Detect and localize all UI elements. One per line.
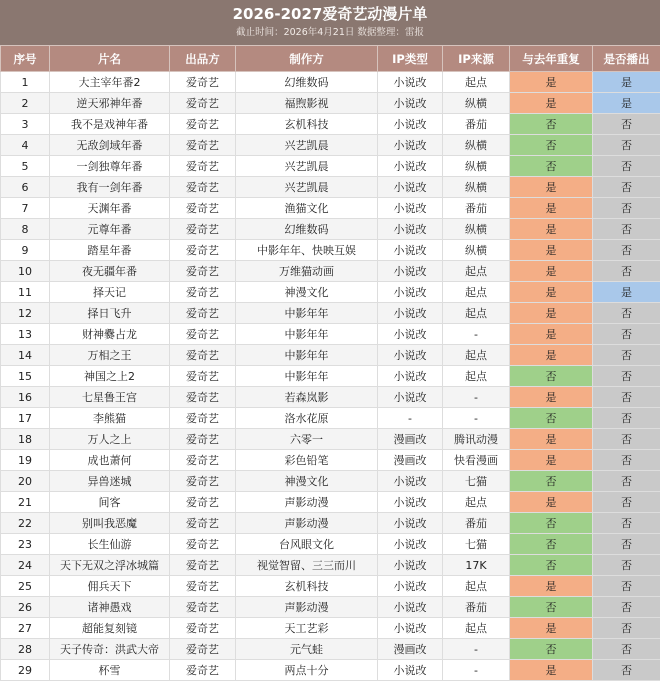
cell-publisher: 爱奇艺 [170, 618, 236, 639]
cell-publisher: 爱奇艺 [170, 177, 236, 198]
cell-aired: 否 [593, 177, 660, 198]
cell-producer: 中影年年 [236, 303, 378, 324]
cell-publisher: 爱奇艺 [170, 366, 236, 387]
cell-no: 3 [1, 114, 50, 135]
cell-ip-source: 起点 [443, 72, 510, 93]
cell-repeat: 是 [510, 660, 593, 681]
cell-title: 七星鲁王宫 [50, 387, 170, 408]
cell-producer: 中影年年、快映互娱 [236, 240, 378, 261]
cell-producer: 声影动漫 [236, 597, 378, 618]
table-row [1, 366, 660, 387]
cell-no: 24 [1, 555, 50, 576]
cell-ip-type: 小说改 [378, 576, 443, 597]
cell-producer: 神漫文化 [236, 282, 378, 303]
cell-aired: 否 [593, 198, 660, 219]
cell-no: 26 [1, 597, 50, 618]
table-row [1, 240, 660, 261]
cell-ip-type: 小说改 [378, 660, 443, 681]
cell-title: 元尊年番 [50, 219, 170, 240]
cell-repeat: 否 [510, 408, 593, 429]
cell-title: 成也萧何 [50, 450, 170, 471]
cell-ip-source: 快看漫画 [443, 450, 510, 471]
cell-repeat: 是 [510, 177, 593, 198]
cell-ip-source: - [443, 324, 510, 345]
cell-publisher: 爱奇艺 [170, 282, 236, 303]
cell-ip-type: 小说改 [378, 177, 443, 198]
cell-ip-source: 起点 [443, 261, 510, 282]
cell-ip-source: 纵横 [443, 240, 510, 261]
cell-repeat: 是 [510, 429, 593, 450]
table-row [1, 429, 660, 450]
table-row [1, 303, 660, 324]
cell-ip-source: 17K [443, 555, 510, 576]
cell-ip-type: 小说改 [378, 366, 443, 387]
cell-title: 我不是戏神年番 [50, 114, 170, 135]
cell-producer: 中影年年 [236, 324, 378, 345]
cell-ip-type: 小说改 [378, 198, 443, 219]
cell-producer: 幻维数码 [236, 219, 378, 240]
cell-ip-source: - [443, 387, 510, 408]
cell-publisher: 爱奇艺 [170, 261, 236, 282]
cell-producer: 福煦影视 [236, 93, 378, 114]
cell-ip-type: 小说改 [378, 387, 443, 408]
cell-no: 13 [1, 324, 50, 345]
cell-publisher: 爱奇艺 [170, 135, 236, 156]
cell-producer: 万维猫动画 [236, 261, 378, 282]
cell-publisher: 爱奇艺 [170, 198, 236, 219]
cell-repeat: 是 [510, 198, 593, 219]
cell-title: 诸神愚戏 [50, 597, 170, 618]
cell-no: 17 [1, 408, 50, 429]
cell-producer: 中影年年 [236, 345, 378, 366]
cell-repeat: 否 [510, 534, 593, 555]
cell-aired: 否 [593, 429, 660, 450]
cell-repeat: 是 [510, 240, 593, 261]
cell-publisher: 爱奇艺 [170, 534, 236, 555]
table-row [1, 156, 660, 177]
cell-ip-type: 小说改 [378, 114, 443, 135]
table-row [1, 492, 660, 513]
cell-ip-type: 小说改 [378, 135, 443, 156]
cell-title: 一剑独尊年番 [50, 156, 170, 177]
cell-aired: 否 [593, 576, 660, 597]
cell-repeat: 是 [510, 387, 593, 408]
cell-no: 18 [1, 429, 50, 450]
cell-publisher: 爱奇艺 [170, 639, 236, 660]
table-row [1, 219, 660, 240]
table-row [1, 72, 660, 93]
cell-aired: 否 [593, 303, 660, 324]
cell-title: 异兽迷城 [50, 471, 170, 492]
cell-title: 踏星年番 [50, 240, 170, 261]
table-row [1, 345, 660, 366]
cell-ip-source: 纵横 [443, 93, 510, 114]
cell-aired: 否 [593, 492, 660, 513]
cell-title: 长生仙游 [50, 534, 170, 555]
cell-no: 2 [1, 93, 50, 114]
cell-repeat: 是 [510, 450, 593, 471]
cell-aired: 否 [593, 450, 660, 471]
cell-repeat: 否 [510, 555, 593, 576]
cell-aired: 否 [593, 387, 660, 408]
cell-producer: 彩色铅笔 [236, 450, 378, 471]
cell-aired: 否 [593, 366, 660, 387]
cell-ip-type: 小说改 [378, 618, 443, 639]
table-row [1, 639, 660, 660]
cell-repeat: 否 [510, 597, 593, 618]
table-row [1, 576, 660, 597]
cell-publisher: 爱奇艺 [170, 93, 236, 114]
cell-no: 29 [1, 660, 50, 681]
cell-producer: 玄机科技 [236, 576, 378, 597]
cell-aired: 否 [593, 324, 660, 345]
cell-aired: 否 [593, 345, 660, 366]
table-row [1, 261, 660, 282]
cell-publisher: 爱奇艺 [170, 219, 236, 240]
cell-publisher: 爱奇艺 [170, 387, 236, 408]
cell-ip-source: 番茄 [443, 597, 510, 618]
table-row [1, 408, 660, 429]
cell-ip-type: 小说改 [378, 555, 443, 576]
table-row [1, 597, 660, 618]
cell-aired: 否 [593, 471, 660, 492]
cell-ip-source: 腾讯动漫 [443, 429, 510, 450]
table-row [1, 555, 660, 576]
cell-ip-source: 番茄 [443, 114, 510, 135]
cell-ip-source: - [443, 639, 510, 660]
cell-aired: 否 [593, 114, 660, 135]
cell-ip-type: 小说改 [378, 345, 443, 366]
cell-publisher: 爱奇艺 [170, 492, 236, 513]
cell-ip-source: 起点 [443, 492, 510, 513]
cell-title: 财神爨占龙 [50, 324, 170, 345]
cell-producer: 声影动漫 [236, 513, 378, 534]
cell-publisher: 爱奇艺 [170, 408, 236, 429]
header-publisher: 出品方 [170, 46, 236, 72]
table-row [1, 660, 660, 681]
cell-publisher: 爱奇艺 [170, 597, 236, 618]
cell-title: 我有一剑年番 [50, 177, 170, 198]
cell-publisher: 爱奇艺 [170, 429, 236, 450]
cell-title: 夜无疆年番 [50, 261, 170, 282]
header-ip-type: IP类型 [378, 46, 443, 72]
cell-ip-source: 起点 [443, 366, 510, 387]
table-row [1, 114, 660, 135]
cell-no: 4 [1, 135, 50, 156]
cell-publisher: 爱奇艺 [170, 303, 236, 324]
table-row [1, 471, 660, 492]
title-band [0, 0, 660, 45]
cell-repeat: 否 [510, 135, 593, 156]
cell-title: 逆天邪神年番 [50, 93, 170, 114]
cell-repeat: 是 [510, 282, 593, 303]
cell-ip-source: 起点 [443, 345, 510, 366]
cell-repeat: 是 [510, 345, 593, 366]
cell-no: 1 [1, 72, 50, 93]
table-row [1, 135, 660, 156]
cell-publisher: 爱奇艺 [170, 450, 236, 471]
table-row [1, 282, 660, 303]
cell-ip-type: 小说改 [378, 240, 443, 261]
cell-no: 23 [1, 534, 50, 555]
cell-producer: 玄机科技 [236, 114, 378, 135]
cell-repeat: 是 [510, 303, 593, 324]
cell-ip-type: 小说改 [378, 534, 443, 555]
table-row [1, 450, 660, 471]
cell-ip-source: 纵横 [443, 135, 510, 156]
cell-ip-source: - [443, 408, 510, 429]
cell-ip-type: 漫画改 [378, 639, 443, 660]
cell-no: 11 [1, 282, 50, 303]
cell-no: 12 [1, 303, 50, 324]
cell-ip-source: 起点 [443, 303, 510, 324]
cell-publisher: 爱奇艺 [170, 471, 236, 492]
cell-title: 佣兵天下 [50, 576, 170, 597]
cell-no: 28 [1, 639, 50, 660]
cell-ip-source: - [443, 660, 510, 681]
cell-title: 别叫我恶魔 [50, 513, 170, 534]
cell-ip-type: 小说改 [378, 93, 443, 114]
table-row [1, 198, 660, 219]
cell-ip-source: 起点 [443, 618, 510, 639]
header-no: 序号 [1, 46, 50, 72]
header-aired: 是否播出 [593, 46, 660, 72]
anime-lineup-table [0, 45, 660, 681]
cell-no: 21 [1, 492, 50, 513]
cell-no: 14 [1, 345, 50, 366]
cell-publisher: 爱奇艺 [170, 72, 236, 93]
cell-producer: 兴艺凯晨 [236, 177, 378, 198]
header-producer: 制作方 [236, 46, 378, 72]
cell-no: 8 [1, 219, 50, 240]
cell-title: 无敌剑域年番 [50, 135, 170, 156]
cell-aired: 是 [593, 282, 660, 303]
cell-no: 20 [1, 471, 50, 492]
cell-aired: 否 [593, 660, 660, 681]
cell-ip-type: 小说改 [378, 156, 443, 177]
cell-publisher: 爱奇艺 [170, 156, 236, 177]
cell-ip-source: 七猫 [443, 471, 510, 492]
cell-aired: 否 [593, 639, 660, 660]
cell-no: 6 [1, 177, 50, 198]
cell-no: 27 [1, 618, 50, 639]
cell-ip-source: 纵横 [443, 177, 510, 198]
cell-title: 天渊年番 [50, 198, 170, 219]
cell-title: 超能复刻镜 [50, 618, 170, 639]
cell-ip-type: 小说改 [378, 597, 443, 618]
cell-no: 10 [1, 261, 50, 282]
cell-aired: 是 [593, 72, 660, 93]
cell-aired: 否 [593, 219, 660, 240]
cell-producer: 元气蛙 [236, 639, 378, 660]
cell-ip-type: 小说改 [378, 282, 443, 303]
cell-aired: 否 [593, 408, 660, 429]
cell-publisher: 爱奇艺 [170, 114, 236, 135]
table-row [1, 387, 660, 408]
cell-publisher: 爱奇艺 [170, 660, 236, 681]
cell-no: 9 [1, 240, 50, 261]
cell-aired: 是 [593, 93, 660, 114]
cell-ip-source: 番茄 [443, 513, 510, 534]
cell-publisher: 爱奇艺 [170, 345, 236, 366]
table-row [1, 324, 660, 345]
cell-ip-source: 纵横 [443, 156, 510, 177]
cell-repeat: 否 [510, 156, 593, 177]
cell-producer: 台风眼文化 [236, 534, 378, 555]
header-title: 片名 [50, 46, 170, 72]
cell-no: 5 [1, 156, 50, 177]
cell-ip-source: 起点 [443, 576, 510, 597]
cell-ip-type: 小说改 [378, 324, 443, 345]
cell-title: 间客 [50, 492, 170, 513]
cell-publisher: 爱奇艺 [170, 555, 236, 576]
cell-no: 19 [1, 450, 50, 471]
cell-ip-source: 起点 [443, 282, 510, 303]
cell-publisher: 爱奇艺 [170, 324, 236, 345]
cell-aired: 否 [593, 156, 660, 177]
cell-repeat: 否 [510, 513, 593, 534]
table-row [1, 93, 660, 114]
cell-ip-type: 小说改 [378, 261, 443, 282]
table-header-row [1, 46, 660, 72]
cell-title: 天子传奇：洪武大帝 [50, 639, 170, 660]
cell-title: 择天记 [50, 282, 170, 303]
cell-aired: 否 [593, 555, 660, 576]
cell-ip-source: 纵横 [443, 219, 510, 240]
cell-ip-type: 漫画改 [378, 429, 443, 450]
cell-repeat: 否 [510, 639, 593, 660]
cell-aired: 否 [593, 261, 660, 282]
cell-title: 万人之上 [50, 429, 170, 450]
cell-repeat: 否 [510, 471, 593, 492]
cell-no: 16 [1, 387, 50, 408]
cell-ip-type: 漫画改 [378, 450, 443, 471]
cell-title: 大主宰年番2 [50, 72, 170, 93]
cell-aired: 否 [593, 240, 660, 261]
cell-ip-type: 小说改 [378, 72, 443, 93]
cell-ip-type: - [378, 408, 443, 429]
sheet-title: 2026-2027爱奇艺动漫片单 [0, 3, 660, 25]
cell-aired: 否 [593, 618, 660, 639]
cell-producer: 兴艺凯晨 [236, 135, 378, 156]
cell-repeat: 否 [510, 366, 593, 387]
cell-producer: 幻维数码 [236, 72, 378, 93]
cell-repeat: 是 [510, 219, 593, 240]
cell-title: 天下无双之浮冰城篇 [50, 555, 170, 576]
table-row [1, 534, 660, 555]
cell-repeat: 是 [510, 261, 593, 282]
cell-repeat: 是 [510, 576, 593, 597]
cell-ip-type: 小说改 [378, 492, 443, 513]
cell-ip-type: 小说改 [378, 303, 443, 324]
cell-producer: 若森岚影 [236, 387, 378, 408]
cell-repeat: 否 [510, 114, 593, 135]
table-row [1, 618, 660, 639]
cell-aired: 否 [593, 534, 660, 555]
cell-title: 万相之王 [50, 345, 170, 366]
header-repeat: 与去年重复 [510, 46, 593, 72]
cell-repeat: 是 [510, 492, 593, 513]
cell-producer: 声影动漫 [236, 492, 378, 513]
cell-aired: 否 [593, 135, 660, 156]
cell-aired: 否 [593, 513, 660, 534]
cell-title: 杯雪 [50, 660, 170, 681]
cell-title: 李熊猫 [50, 408, 170, 429]
cell-title: 神国之上2 [50, 366, 170, 387]
cell-producer: 中影年年 [236, 366, 378, 387]
sheet-subtitle: 截止时间：2026年4月21日 数据整理：雷报 [0, 25, 660, 41]
cell-publisher: 爱奇艺 [170, 576, 236, 597]
cell-repeat: 是 [510, 72, 593, 93]
cell-no: 22 [1, 513, 50, 534]
cell-no: 15 [1, 366, 50, 387]
cell-producer: 兴艺凯晨 [236, 156, 378, 177]
cell-publisher: 爱奇艺 [170, 240, 236, 261]
cell-no: 25 [1, 576, 50, 597]
cell-title: 择日飞升 [50, 303, 170, 324]
cell-producer: 神漫文化 [236, 471, 378, 492]
cell-ip-source: 七猫 [443, 534, 510, 555]
cell-publisher: 爱奇艺 [170, 513, 236, 534]
cell-producer: 两点十分 [236, 660, 378, 681]
cell-ip-type: 小说改 [378, 513, 443, 534]
cell-ip-source: 番茄 [443, 198, 510, 219]
table-row [1, 513, 660, 534]
cell-producer: 天工艺彩 [236, 618, 378, 639]
table-row [1, 177, 660, 198]
cell-repeat: 是 [510, 324, 593, 345]
cell-producer: 六零一 [236, 429, 378, 450]
header-ip-source: IP来源 [443, 46, 510, 72]
cell-producer: 洛水花原 [236, 408, 378, 429]
cell-producer: 视觉智留、三三而川 [236, 555, 378, 576]
table-body [1, 72, 660, 681]
cell-no: 7 [1, 198, 50, 219]
cell-repeat: 是 [510, 93, 593, 114]
cell-producer: 渔猫文化 [236, 198, 378, 219]
cell-aired: 否 [593, 597, 660, 618]
cell-ip-type: 小说改 [378, 471, 443, 492]
cell-ip-type: 小说改 [378, 219, 443, 240]
cell-repeat: 是 [510, 618, 593, 639]
